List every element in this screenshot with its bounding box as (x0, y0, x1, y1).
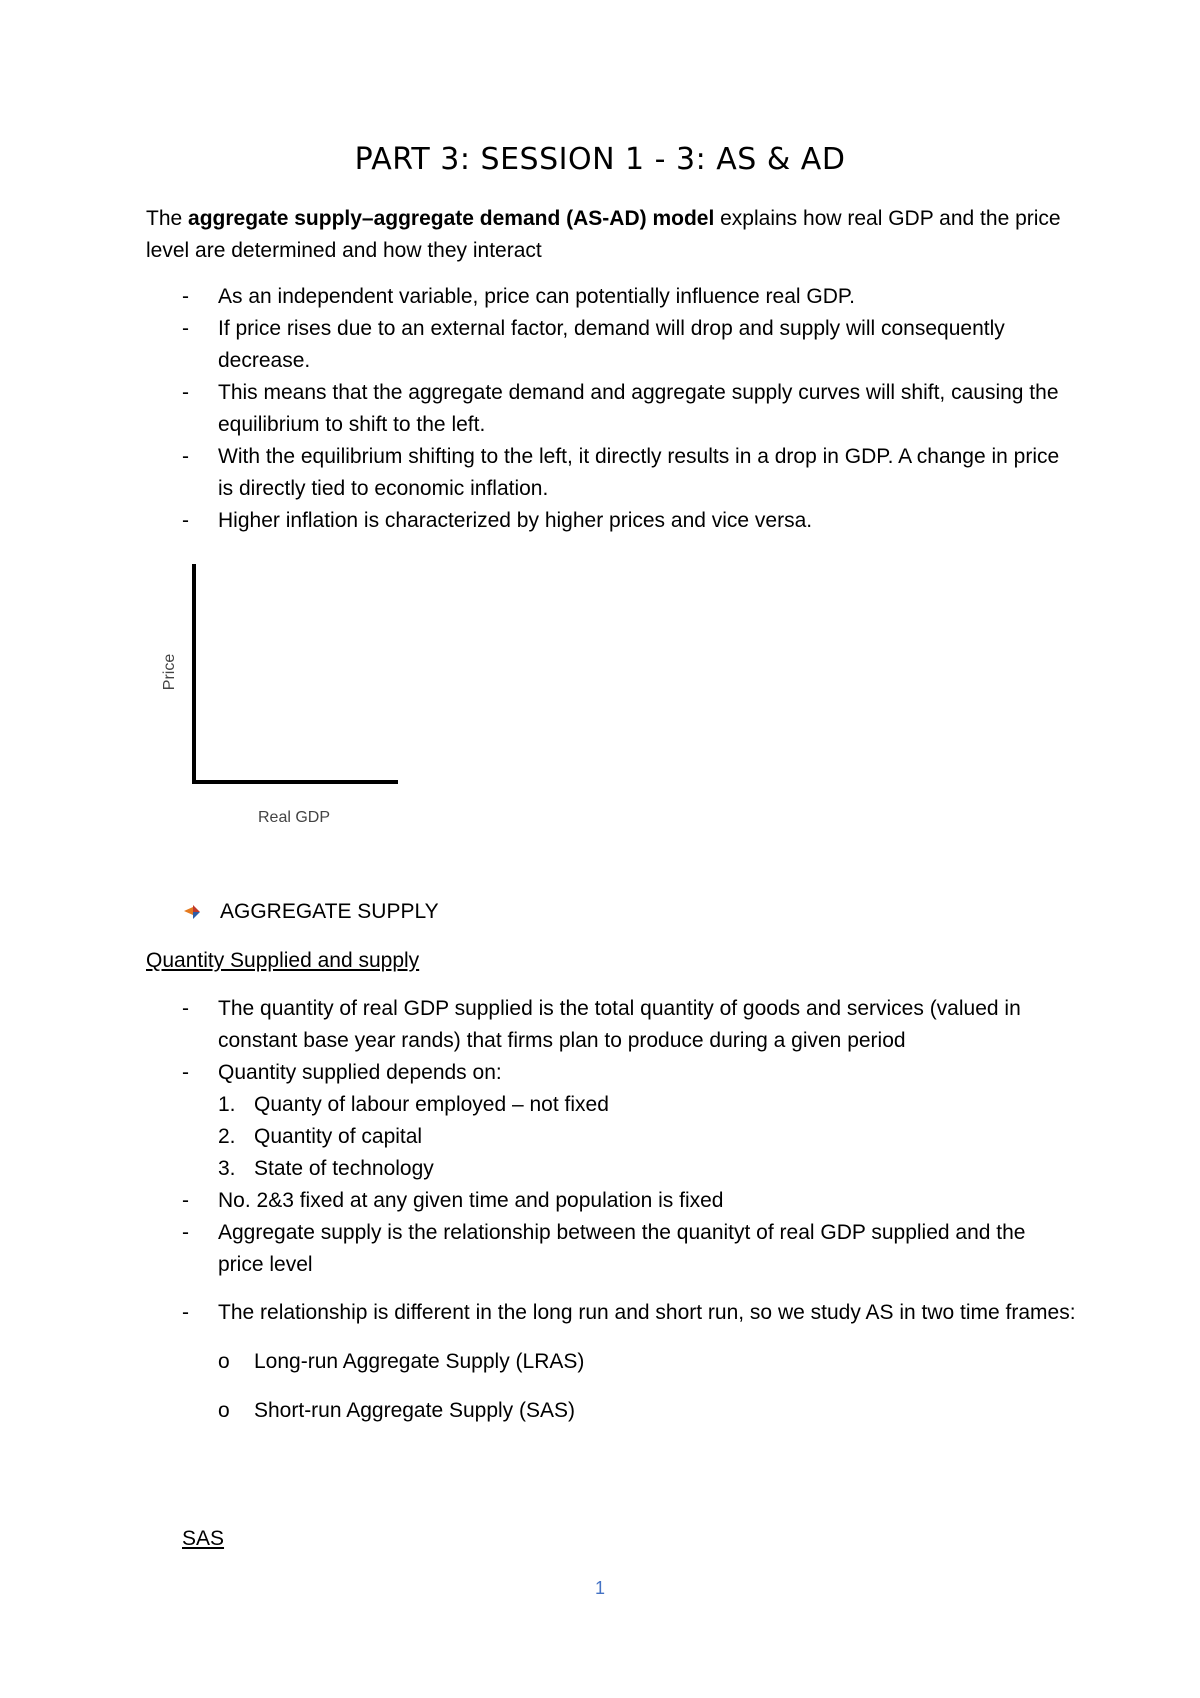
dash-marker: - (182, 285, 189, 308)
list-item (146, 281, 1076, 313)
dash-marker: - (182, 445, 189, 468)
numbered-item-text: State of technology (254, 1157, 434, 1180)
o-bullet-marker: o (218, 1350, 230, 1373)
list-item (146, 993, 1076, 1057)
dash-marker: - (182, 1189, 189, 1212)
sas-heading: SAS (182, 1527, 225, 1550)
page-number: 1 (594, 1578, 605, 1598)
bullet-text: Quantity supplied depends on: (218, 1061, 502, 1084)
price-gdp-chart (150, 560, 410, 840)
numbered-item (218, 1153, 1076, 1185)
item-number: 1. (218, 1093, 236, 1116)
bullet-text: As an independent variable, price can potentially influence real GDP. (218, 285, 856, 308)
numbered-item (218, 1089, 1076, 1121)
intro-bullet-list (146, 281, 1076, 537)
dash-marker: - (182, 1221, 189, 1244)
bullet-text: Higher inflation is characterized by higher prices and vice versa. (218, 509, 813, 532)
intro-bold-term: aggregate supply–aggregate demand (AS-AD) model (188, 207, 715, 230)
arrow-bullet-icon (184, 904, 200, 920)
numbered-item (218, 1121, 1076, 1153)
list-item (146, 377, 1076, 441)
aggregate-supply-heading-text: AGGREGATE SUPPLY (220, 900, 439, 923)
numbered-item-text: Quanty of labour employed – not fixed (254, 1093, 609, 1116)
bullet-text: If price rises due to an external factor, demand will drop and supply will consequently decrease. (218, 317, 1005, 372)
list-item (146, 1297, 1076, 1427)
time-frame-list (218, 1346, 1076, 1427)
bullet-text: The quantity of real GDP supplied is the total quantity of goods and services (valued in constant base year rands) that firms plan to produce during a given period (218, 997, 1021, 1052)
bullet-text: With the equilibrium shifting to the left, it directly results in a drop in GDP. A change in price is directly tied to economic inflation. (218, 445, 1060, 500)
list-item (146, 441, 1076, 505)
o-bullet-marker: o (218, 1399, 230, 1422)
list-item (146, 1057, 1076, 1185)
dash-marker: - (182, 1061, 189, 1084)
chart-svg (150, 560, 410, 840)
supply-bullet-list (146, 993, 1076, 1427)
dash-marker: - (182, 997, 189, 1020)
item-number: 3. (218, 1157, 236, 1180)
x-axis-label: Real GDP (257, 809, 331, 826)
aggregate-supply-heading (184, 896, 439, 928)
time-frame-text: Long-run Aggregate Supply (LRAS) (254, 1350, 585, 1373)
y-axis-label: Price (161, 653, 178, 691)
list-item (146, 313, 1076, 377)
dash-marker: - (182, 381, 189, 404)
list-item (146, 1217, 1076, 1281)
dash-marker: - (182, 317, 189, 340)
intro-prefix: The (146, 207, 189, 230)
item-number: 2. (218, 1125, 236, 1148)
numbered-list (218, 1089, 1076, 1185)
list-item (146, 505, 1076, 537)
numbered-item-text: Quantity of capital (254, 1125, 423, 1148)
intro-paragraph (146, 203, 1076, 267)
page-title: PART 3: SESSION 1 - 3: AS & AD (354, 142, 846, 177)
list-item (146, 1185, 1076, 1217)
time-frame-item (218, 1395, 1076, 1427)
bullet-text: This means that the aggregate demand and aggregate supply curves will shift, causing the equilibrium to shift to the left. (218, 381, 1059, 436)
intro-suffix: explains how real GDP and the price level are determined and how they interact (146, 207, 1061, 262)
time-frame-item (218, 1346, 1076, 1378)
dash-marker: - (182, 1301, 189, 1324)
bullet-text: No. 2&3 fixed at any given time and population is fixed (218, 1189, 724, 1212)
dash-marker: - (182, 509, 189, 532)
quantity-supplied-subheading: Quantity Supplied and supply (146, 949, 420, 972)
time-frame-text: Short-run Aggregate Supply (SAS) (254, 1399, 576, 1422)
bullet-text: The relationship is different in the long run and short run, so we study AS in two time frames: (218, 1301, 1076, 1324)
bullet-text: Aggregate supply is the relationship between the quanityt of real GDP supplied and the price level (218, 1221, 1026, 1276)
